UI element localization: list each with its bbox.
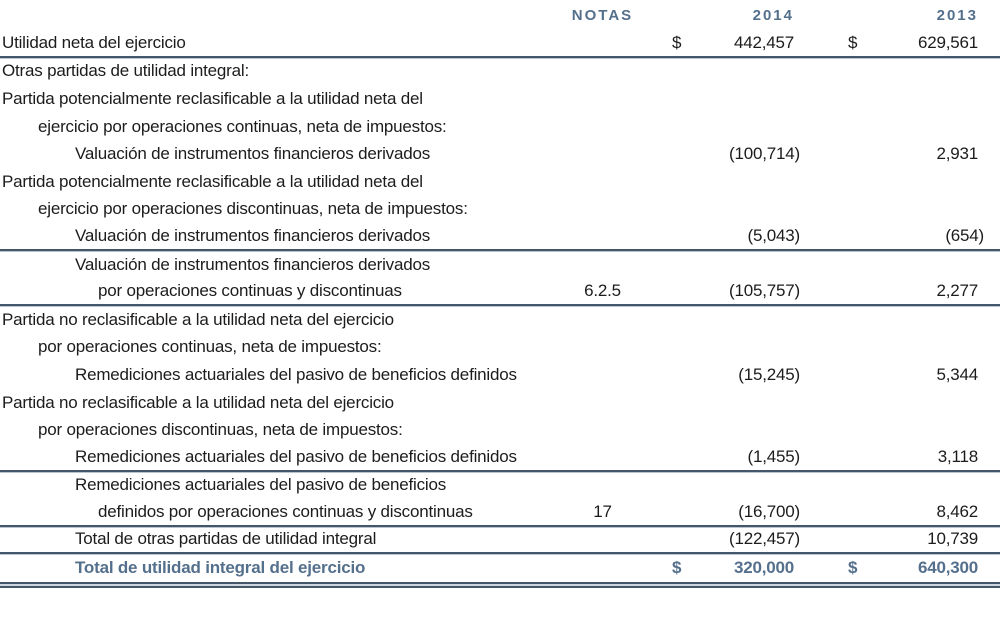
table-body — [0, 30, 1000, 582]
value-2013: 2,277 — [936, 281, 978, 301]
currency-symbol-2014: $ — [672, 558, 682, 578]
value-2014: (15,245) — [738, 364, 800, 384]
table-row — [0, 472, 1000, 500]
row-label: Remediciones actuariales del pasivo de beneficios — [75, 475, 447, 495]
row-label: Remediciones actuariales del pasivo de beneficios definidos — [75, 446, 517, 466]
currency-symbol-2013: $ — [848, 32, 858, 52]
value-2014: (105,757) — [729, 281, 800, 301]
value-2013: 10,739 — [927, 529, 978, 549]
table-row — [0, 389, 1000, 417]
value-2014: (1,455) — [747, 446, 800, 466]
currency-symbol-2014: $ — [672, 32, 682, 52]
column-header-notas: NOTAS — [571, 6, 634, 24]
row-label: Total de utilidad integral del ejercicio — [75, 558, 366, 578]
row-label: definidos por operaciones continuas y discontinuas — [98, 501, 473, 521]
table-row — [0, 30, 1000, 58]
table-row — [0, 113, 1000, 141]
value-2013: 5,344 — [936, 364, 978, 384]
table-row — [0, 278, 1000, 306]
currency-symbol-2013: $ — [848, 558, 858, 578]
table-row — [0, 58, 1000, 86]
column-header-2013: 2013 — [936, 6, 978, 24]
row-label: ejercicio por operaciones discontinuas, neta de impuestos: — [38, 199, 468, 219]
table-row — [0, 334, 1000, 362]
table-row — [0, 223, 1000, 251]
note-cell: 6.2.5 — [584, 281, 621, 301]
row-label: Utilidad neta del ejercicio — [2, 32, 186, 52]
row-label: por operaciones continuas, neta de impuestos: — [38, 337, 382, 357]
table-row — [0, 196, 1000, 224]
value-2013: 629,561 — [917, 32, 978, 52]
value-2014: 320,000 — [733, 558, 794, 578]
table-row — [0, 444, 1000, 472]
table-row — [0, 527, 1000, 555]
row-label: Partida no reclasificable a la utilidad neta del ejercicio — [2, 392, 394, 412]
value-2013: 2,931 — [936, 144, 978, 164]
row-label: por operaciones discontinuas, neta de impuestos: — [38, 420, 403, 440]
table-row — [0, 306, 1000, 334]
table-row — [0, 416, 1000, 444]
column-header-2014: 2014 — [752, 6, 794, 24]
row-label: Valuación de instrumentos financieros derivados — [75, 144, 431, 164]
value-2014: (16,700) — [738, 501, 800, 521]
row-label: Otras partidas de utilidad integral: — [2, 61, 249, 81]
value-2013: 8,462 — [936, 501, 978, 521]
row-label: Valuación de instrumentos financieros derivados — [75, 254, 431, 274]
table-row — [0, 554, 1000, 582]
value-2013: 3,118 — [937, 446, 978, 466]
value-2014: (5,043) — [747, 225, 800, 245]
table-row — [0, 168, 1000, 196]
row-label: Remediciones actuariales del pasivo de beneficios definidos — [75, 364, 517, 384]
row-label: ejercicio por operaciones continuas, neta de impuestos: — [38, 116, 447, 136]
row-label: Partida potencialmente reclasificable a la utilidad neta del — [2, 88, 423, 108]
row-label: Partida no reclasificable a la utilidad neta del ejercicio — [2, 309, 394, 329]
row-label: Partida potencialmente reclasificable a la utilidad neta del — [2, 171, 423, 191]
table-row — [0, 361, 1000, 389]
table-header-row — [0, 0, 1000, 30]
table-row — [0, 85, 1000, 113]
value-2013: 640,300 — [917, 558, 978, 578]
value-2014: (100,714) — [729, 144, 800, 164]
value-2014: (122,457) — [729, 529, 800, 549]
table-row — [0, 499, 1000, 527]
value-2014: 442,457 — [733, 32, 794, 52]
row-label: por operaciones continuas y discontinuas — [98, 281, 402, 301]
note-cell: 17 — [593, 501, 612, 521]
table-row — [0, 140, 1000, 168]
row-label: Total de otras partidas de utilidad integral — [75, 529, 377, 549]
table-row — [0, 251, 1000, 279]
value-2013: (654) — [945, 225, 984, 245]
row-label: Valuación de instrumentos financieros derivados — [75, 225, 431, 245]
bottom-double-rule — [0, 582, 1000, 588]
